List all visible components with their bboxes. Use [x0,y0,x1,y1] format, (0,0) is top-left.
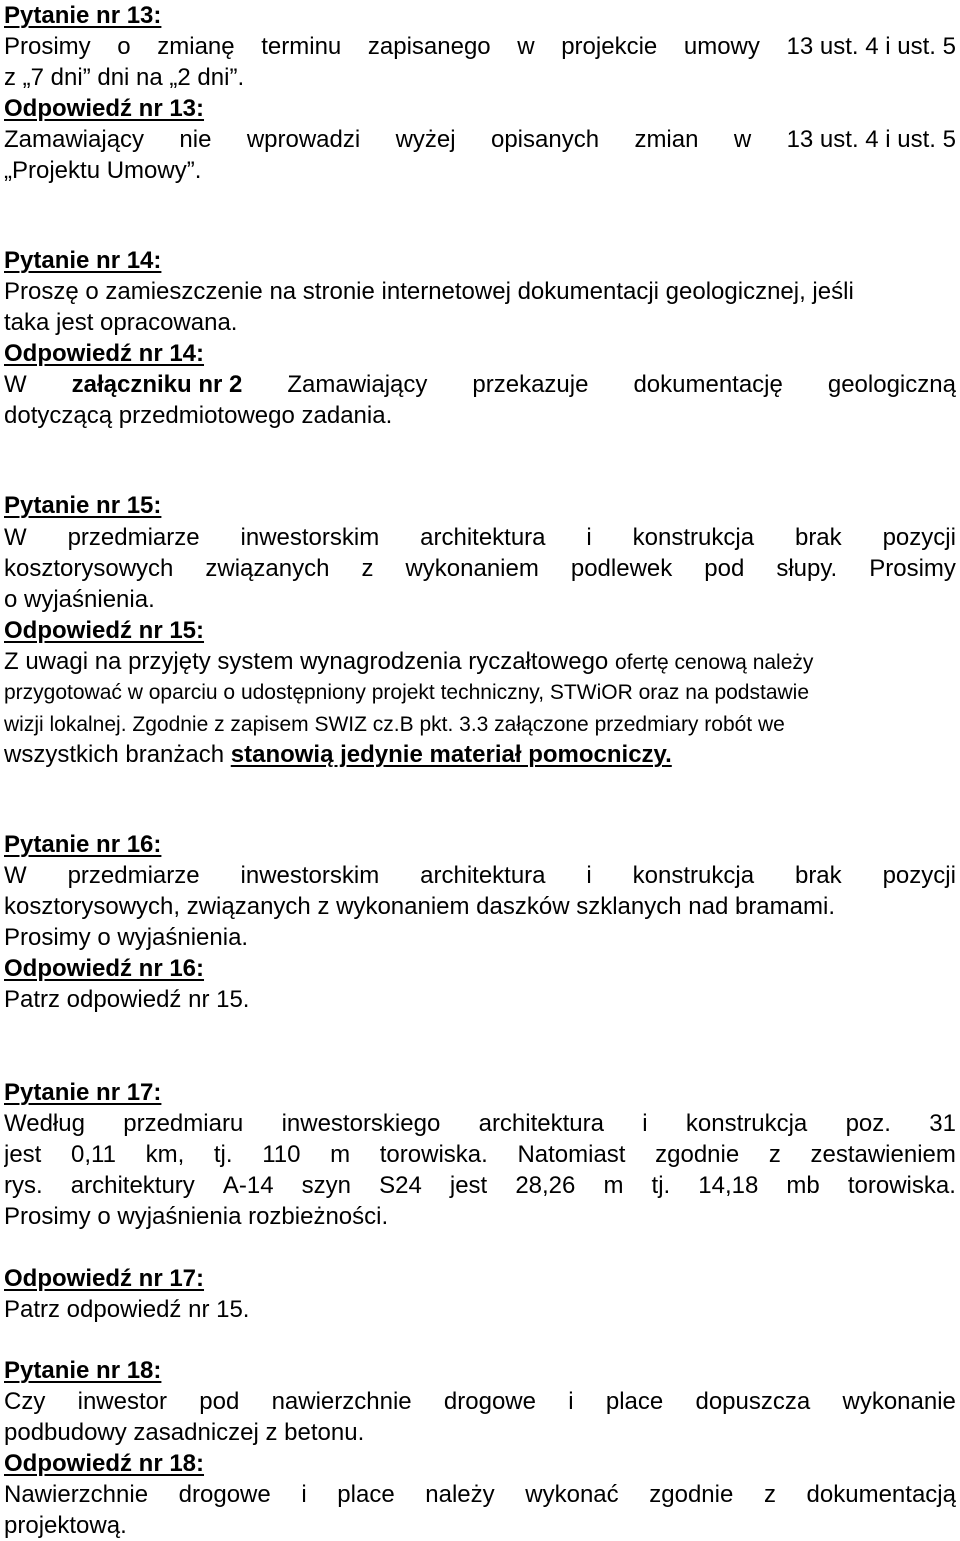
word: inwestorskim [240,862,380,889]
word: m [603,1172,624,1199]
word: zapisanego [367,33,491,60]
word: szyn [301,1172,352,1199]
question-17-label [4,1077,956,1108]
answer-18-text-cont [4,1510,956,1541]
word: brak [794,524,842,551]
answer-14-label [4,338,956,369]
text-run: stanowią jedynie materiał pomocniczy. [230,741,672,768]
word: S24 [379,1172,422,1199]
word: geologiczną [827,371,956,398]
text-run: Pytanie nr 15: [4,492,162,519]
word: umowy [683,33,760,60]
word: przedmiaru [123,1110,244,1137]
answer-14-text [4,369,956,400]
answer-15-text-line4 [4,739,956,770]
text-run: „Projektu Umowy”. [4,157,202,184]
word: przedmiarze [67,524,200,551]
word: zgodnie [655,1141,740,1168]
text-run: dotyczącą przedmiotowego zadania. [4,402,393,429]
word: z [763,1481,776,1508]
word: i [301,1481,307,1508]
word: architektura [420,862,546,889]
text-run: projektową. [4,1512,127,1539]
word: przekazuje [472,371,589,398]
text-run: z „7 dni” dni na „2 dni”. [4,64,245,91]
word: w [517,33,535,60]
word: związanych [205,555,330,582]
text-run: Odpowiedź nr 17: [4,1265,205,1292]
word: Zamawiający [287,371,428,398]
word: mb [786,1172,820,1199]
text-run: o wyjaśnienia. [4,586,155,613]
text-run: kosztorysowych, związanych z wykonaniem daszków szklanych nad bramami. [4,893,835,920]
word: zgodnie [649,1481,734,1508]
word: km, [145,1141,185,1168]
word: wykonać [525,1481,619,1508]
word: konstrukcja [632,862,755,889]
text-run: Odpowiedź nr 18: [4,1450,205,1477]
text-run: Pytanie nr 13: [4,2,162,29]
word: o [117,33,131,60]
word: pod [704,555,745,582]
word: konstrukcja [632,524,755,551]
answer-13-label [4,93,956,124]
word: torowiska. [379,1141,488,1168]
question-18-text-cont [4,1417,956,1448]
text-run: Prosimy o wyjaśnienia. [4,924,249,951]
question-15-text-cont [4,553,956,584]
word: opisanych [490,126,600,153]
text-run: Prosimy o wyjaśnienia rozbieżności. [4,1203,389,1230]
text-run: Pytanie nr 16: [4,831,162,858]
word: zestawieniem [810,1141,956,1168]
text-run: podbudowy zasadniczej z betonu. [4,1419,365,1446]
answer-18-label [4,1448,956,1479]
question-15-text [4,522,956,553]
text-run: Odpowiedź nr 16: [4,955,205,982]
word: słupy. [776,555,838,582]
text-run: Odpowiedź nr 13: [4,95,205,122]
answer-16-text [4,984,956,1015]
answer-14-text-cont [4,400,956,431]
word: zmian [634,126,699,153]
question-16-label [4,829,956,860]
word: drogowe [178,1481,271,1508]
word: W [4,862,27,889]
word: pozycji [882,524,956,551]
word: i [568,1388,574,1415]
word: 31 [929,1110,956,1137]
text-run: Pytanie nr 17: [4,1079,162,1106]
answer-17-label [4,1263,956,1294]
text-run: Pytanie nr 14: [4,247,162,274]
word: 13 ust. 4 i ust. 5 [786,33,956,60]
word: Czy [4,1388,46,1415]
answer-15-text-line2 [4,677,956,708]
word: place [605,1388,664,1415]
question-18-label [4,1355,956,1386]
question-13-label [4,0,956,31]
word: nawierzchnie [271,1388,412,1415]
text-run: Odpowiedź nr 15: [4,617,205,644]
word: z [768,1141,781,1168]
question-15-label [4,490,956,521]
word: tj. [651,1172,671,1199]
word: Według [4,1110,85,1137]
word: wykonaniem [405,555,539,582]
text-run: Pytanie nr 18: [4,1357,162,1384]
text-run: taka jest opracowana. [4,309,238,336]
word: 28,26 [515,1172,576,1199]
word: architektura [420,524,546,551]
question-16-text-end [4,922,956,953]
word: projekcie [561,33,658,60]
question-14-label [4,245,956,276]
word: brak [794,862,842,889]
question-18-text [4,1386,956,1417]
word: podlewek [570,555,673,582]
text-run: Patrz odpowiedź nr 15. [4,986,250,1013]
text-run: wizji lokalnej. Zgodnie z zapisem SWIZ cz.B pkt. 3.3 załączone przedmiary robót we [4,713,785,736]
word: tj. [213,1141,233,1168]
word: dopuszcza [695,1388,811,1415]
text-run: przygotować w oparciu o udostępniony projekt techniczny, STWiOR oraz na podstawie [4,681,810,704]
word: inwestorskiego [281,1110,441,1137]
question-16-text [4,860,956,891]
word: W [4,371,27,398]
word: dokumentację [633,371,783,398]
answer-15-text [4,646,956,677]
word: i [642,1110,648,1137]
text-run: Odpowiedź nr 14: [4,340,205,367]
text-run: Proszę o zamieszczenie na stronie internetowej dokumentacji geologicznej, jeśli [4,278,854,305]
word: należy [425,1481,495,1508]
question-17-text-line2 [4,1139,956,1170]
word: jest [449,1172,488,1199]
word: architektura [478,1110,604,1137]
word: wyżej [395,126,456,153]
word: poz. [845,1110,891,1137]
answer-13-text-cont [4,155,956,186]
question-17-text [4,1108,956,1139]
question-17-text-line3 [4,1170,956,1201]
question-15-text-end [4,584,956,615]
word: drogowe [443,1388,536,1415]
question-13-text [4,31,956,62]
word: i [586,862,592,889]
word: nie [179,126,212,153]
word: wprowadzi [246,126,361,153]
answer-15-text-line3 [4,708,956,739]
word: i [586,524,592,551]
text-run: wszystkich branżach [4,741,231,768]
word: W [4,524,27,551]
answer-17-text [4,1294,956,1325]
word: dokumentacją [806,1481,956,1508]
word: rys. [4,1172,43,1199]
word: jest [4,1141,42,1168]
answer-15-label [4,615,956,646]
word: 110 [262,1141,301,1168]
text-run: Patrz odpowiedź nr 15. [4,1296,250,1323]
word: Natomiast [517,1141,626,1168]
word: załączniku nr 2 [71,371,243,398]
question-16-text-cont [4,891,956,922]
word: A-14 [222,1172,274,1199]
answer-16-label [4,953,956,984]
word: kosztorysowych [4,555,174,582]
word: torowiska. [847,1172,956,1199]
word: Zamawiający [4,126,145,153]
word: pozycji [882,862,956,889]
question-14-text-cont [4,307,956,338]
question-14-text [4,276,956,307]
word: place [337,1481,395,1508]
word: Prosimy [869,555,956,582]
word: inwestorskim [240,524,380,551]
word: przedmiarze [67,862,200,889]
word: 14,18 [698,1172,759,1199]
word: 0,11 [71,1141,116,1168]
question-13-text-cont [4,62,956,93]
word: konstrukcja [685,1110,808,1137]
word: Prosimy [4,33,91,60]
word: pod [199,1388,240,1415]
word: w [733,126,752,153]
word: z [361,555,374,582]
word: m [330,1141,351,1168]
word: zmianę [157,33,235,60]
text-run: ofertę cenową należy [614,651,814,674]
question-17-text-line4 [4,1201,956,1232]
text-run: Z uwagi na przyjęty system wynagrodzenia ryczałtowego [4,648,609,675]
word: architektury [70,1172,195,1199]
word: inwestor [77,1388,167,1415]
word: Nawierzchnie [4,1481,149,1508]
answer-18-text [4,1479,956,1510]
word: wykonanie [842,1388,956,1415]
answer-13-text [4,124,956,155]
word: 13 ust. 4 i ust. 5 [786,126,956,153]
word: terminu [261,33,342,60]
